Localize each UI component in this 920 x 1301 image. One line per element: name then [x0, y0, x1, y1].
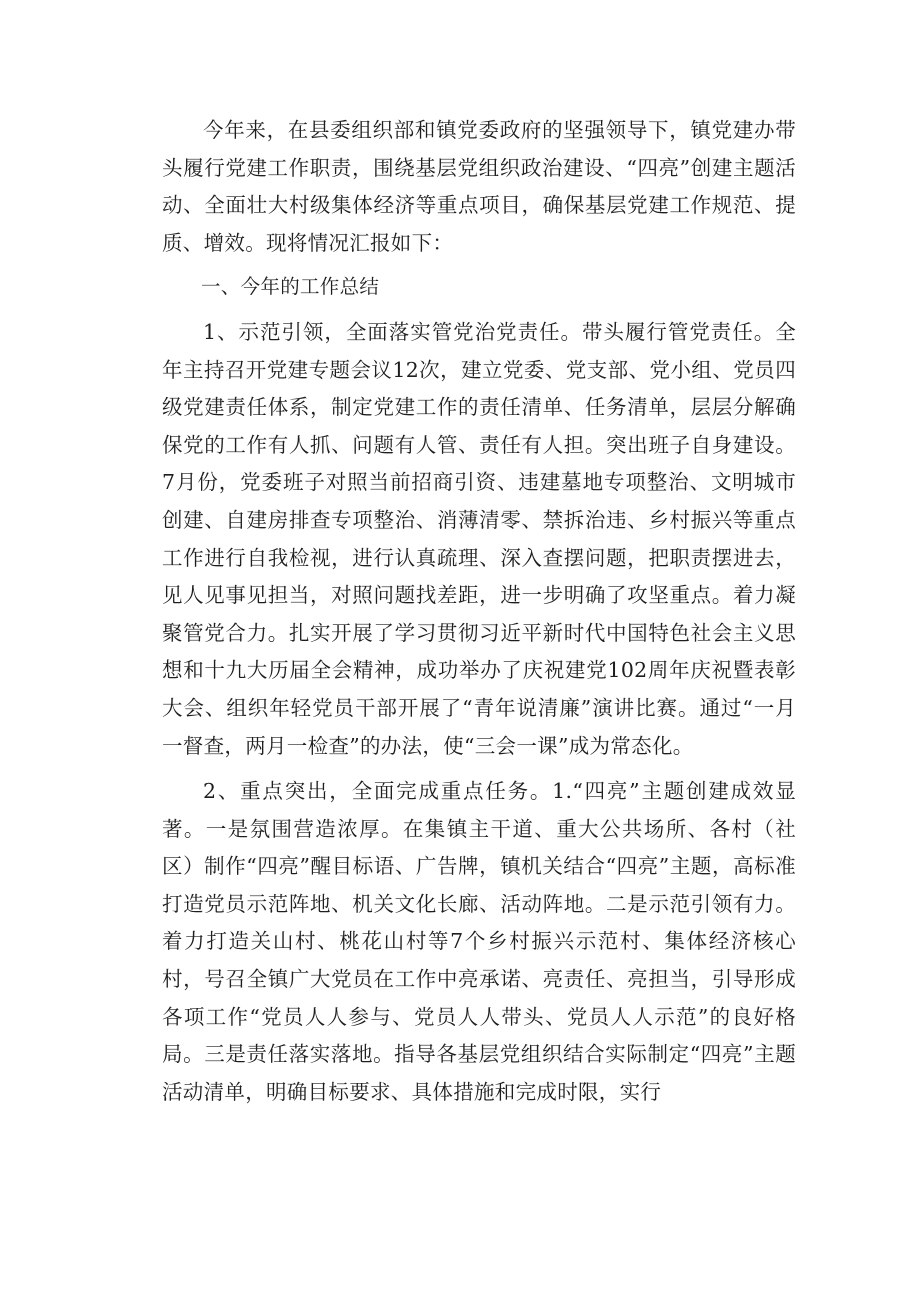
paragraph-key-tasks: 2、重点突出，全面完成重点任务。1.“四亮”主题创建成效显著。一是氛围营造浓厚。在集镇主干道、重大公共场所、各村（社区）制作“四亮”醒目标语、广告牌，镇机关结合“四亮”主题，高标准打造党员示范阵地、机关文化长廊、活动阵地。二是示范引领有力。着力打造关山村、桃花山村等7个乡村振兴示范村、集体经济核心村，号召全镇广大党员在工作中亮承诺、亮责任、亮担当，引导形成各项工作“党员人人参与、党员人人带头、党员人人示范”的良好格局。三是责任落实落地。指导各基层党组织结合实际制定“四亮”主题活动清单，明确目标要求、具体措施和完成时限，实行	[162, 779, 796, 1104]
document-body	[162, 112, 796, 1111]
section-heading: 一、今年的工作总结	[201, 275, 380, 299]
paragraph-responsibility: 1、示范引领，全面落实管党治党责任。带头履行管党责任。全年主持召开党建专题会议12次，建立党委、党支部、党小组、党员四级党建责任体系，制定党建工作的责任清单、任务清单，层层分解确保党的工作有人抓、问题有人管、责任有人担。突出班子自身建设。7月份，党委班子对照当前招商引资、违建墓地专项整治、文明城市创建、自建房排查专项整治、消薄清零、禁拆治违、乡村振兴等重点工作进行自我检视，进行认真疏理、深入查摆问题，把职责摆进去，见人见事见担当，对照问题找差距，进一步明确了攻坚重点。着力凝聚管党合力。扎实开展了学习贯彻习近平新时代中国特色社会主义思想和十九大历届全会精神，成功举办了庆祝建党102周年庆祝暨表彰大会、组织年轻党员干部开展了“青年说清廉”演讲比赛。通过“一月一督查，两月一检查”的办法，使“三会一课”成为常态化。	[162, 319, 796, 758]
intro-paragraph: 今年来，在县委组织部和镇党委政府的坚强领导下，镇党建办带头履行党建工作职责，围绕基层党组织政治建设、“四亮”创建主题活动、全面壮大村级集体经济等重点项目，确保基层党建工作规范、提质、增效。现将情况汇报如下：	[162, 118, 796, 255]
